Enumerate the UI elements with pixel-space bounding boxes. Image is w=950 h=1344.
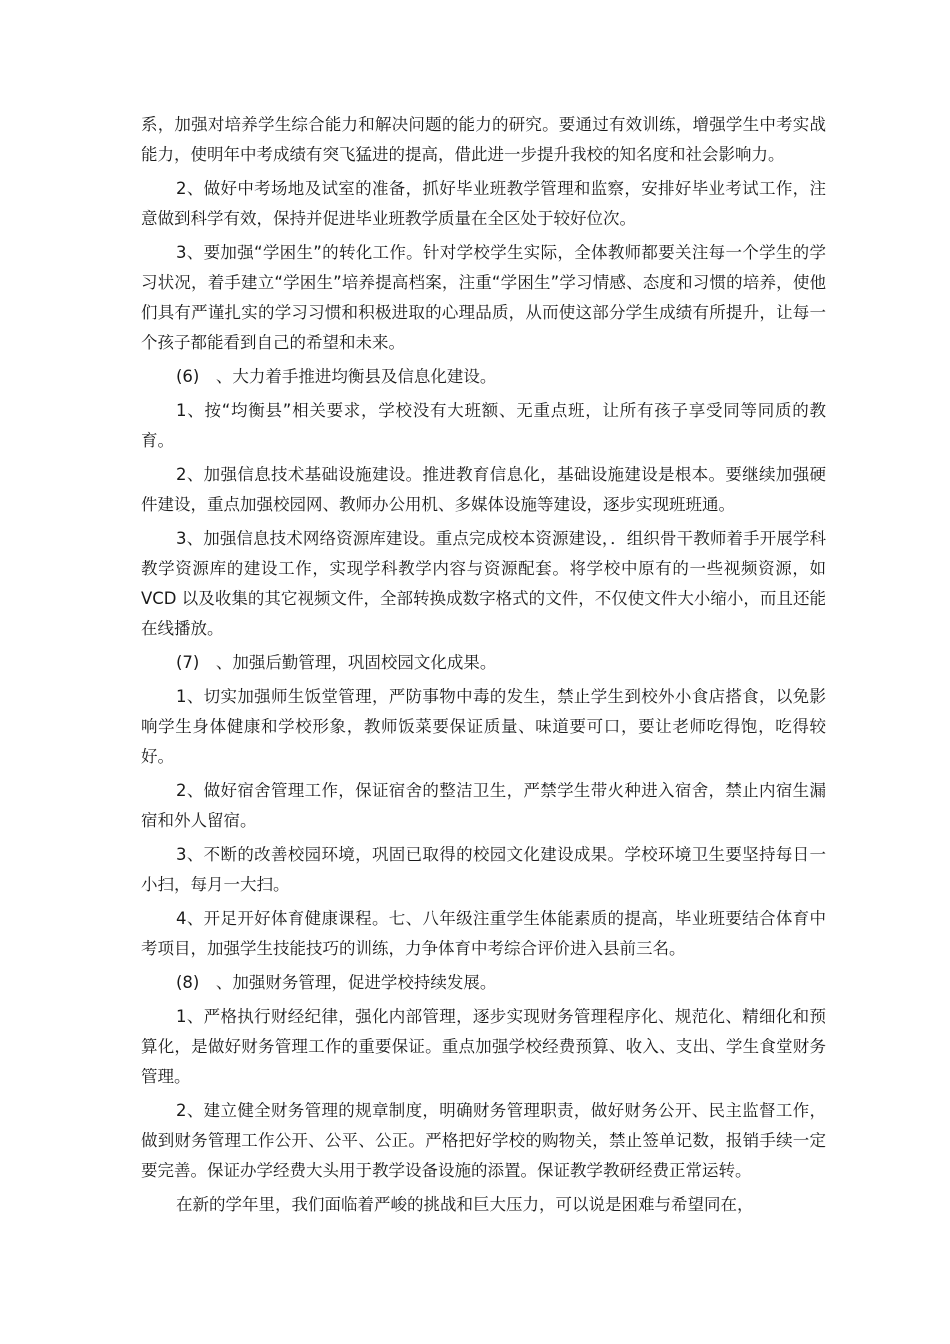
paragraph-canteen: 1、切实加强师生饭堂管理，严防事物中毒的发生，禁止学生到校外小食店搭食，以免影响学生身体健康和学校形象，教师饭菜要保证质量、味道要可口，要让老师吃得饱，吃得较好。 — [141, 687, 826, 766]
paragraph-dormitory: 2、做好宿舍管理工作，保证宿舍的整洁卫生，严禁学生带火种进入宿舍，禁止内宿生漏宿和外人留宿。 — [141, 781, 826, 830]
paragraph-closing: 在新的学年里，我们面临着严峻的挑战和巨大压力，可以说是困难与希望同在， — [176, 1195, 754, 1214]
paragraph-financial-discipline: 1、严格执行财经纪律，强化内部管理，逐步实现财务管理程序化、规范化、精细化和预算化，是做好财务管理工作的重要保证。重点加强学校经费预算、收入、支出、学生食堂财务管理。 — [141, 1007, 826, 1086]
section-heading-8: (8) 、加强财务管理，促进学校持续发展。 — [176, 973, 497, 992]
paragraph-physical-education: 4、开足开好体育健康课程。七、八年级注重学生体能素质的提高，毕业班要结合体育中考项目，加强学生技能技巧的训练，力争体育中考综合评价进入县前三名。 — [141, 909, 826, 958]
paragraph-exam-venue: 2、做好中考场地及试室的准备，抓好毕业班教学管理和监察，安排好毕业考试工作，注意做到科学有效，保持并促进毕业班教学质量在全区处于较好位次。 — [141, 179, 826, 228]
paragraph-campus-environment: 3、不断的改善校园环境，巩固已取得的校园文化建设成果。学校环境卫生要坚持每日一小扫，每月一大扫。 — [141, 845, 826, 894]
section-heading-7: (7) 、加强后勤管理，巩固校园文化成果。 — [176, 653, 497, 672]
paragraph-balanced-county: 1、按“均衡县”相关要求，学校没有大班额、无重点班，让所有孩子享受同等同质的教育。 — [141, 401, 826, 450]
paragraph-resource-library: 3、加强信息技术网络资源库建设。重点完成校本资源建设，．组织骨干教师着手开展学科教学资源库的建设工作，实现学科教学内容与资源配套。将学校中原有的一些视频资源，如 VCD 以及收集的其它视频文件，全部转换成数字格式的文件，不仅使文件大小缩小，而且还能在线播放。 — [141, 529, 826, 638]
document-page — [141, 110, 826, 1224]
paragraph-it-infrastructure: 2、加强信息技术基础设施建设。推进教育信息化，基础设施建设是根本。要继续加强硬件建设，重点加强校园网、教师办公用机、多媒体设施等建设，逐步实现班班通。 — [141, 465, 826, 514]
paragraph-financial-rules: 2、建立健全财务管理的规章制度，明确财务管理职责，做好财务公开、民主监督工作，做到财务管理工作公开、公平、公正。严格把好学校的购物关，禁止签单记数，报销手续一定要完善。保证办学经费大头用于教学设备设施的添置。保证教学教研经费正常运转。 — [141, 1101, 826, 1180]
paragraph-continuation: 系，加强对培养学生综合能力和解决问题的能力的研究。要通过有效训练，增强学生中考实战能力，使明年中考成绩有突飞猛进的提高，借此进一步提升我校的知名度和社会影响力。 — [141, 115, 826, 164]
paragraph-struggling-students: 3、要加强“学困生”的转化工作。针对学校学生实际，全体教师都要关注每一个学生的学习状况，着手建立“学困生”培养提高档案，注重“学困生”学习情感、态度和习惯的培养，使他们具有严谨扎实的学习习惯和积极进取的心理品质，从而使这部分学生成绩有所提升，让每一个孩子都能看到自己的希望和未来。 — [141, 243, 826, 352]
section-heading-6: (6) 、大力着手推进均衡县及信息化建设。 — [176, 367, 497, 386]
